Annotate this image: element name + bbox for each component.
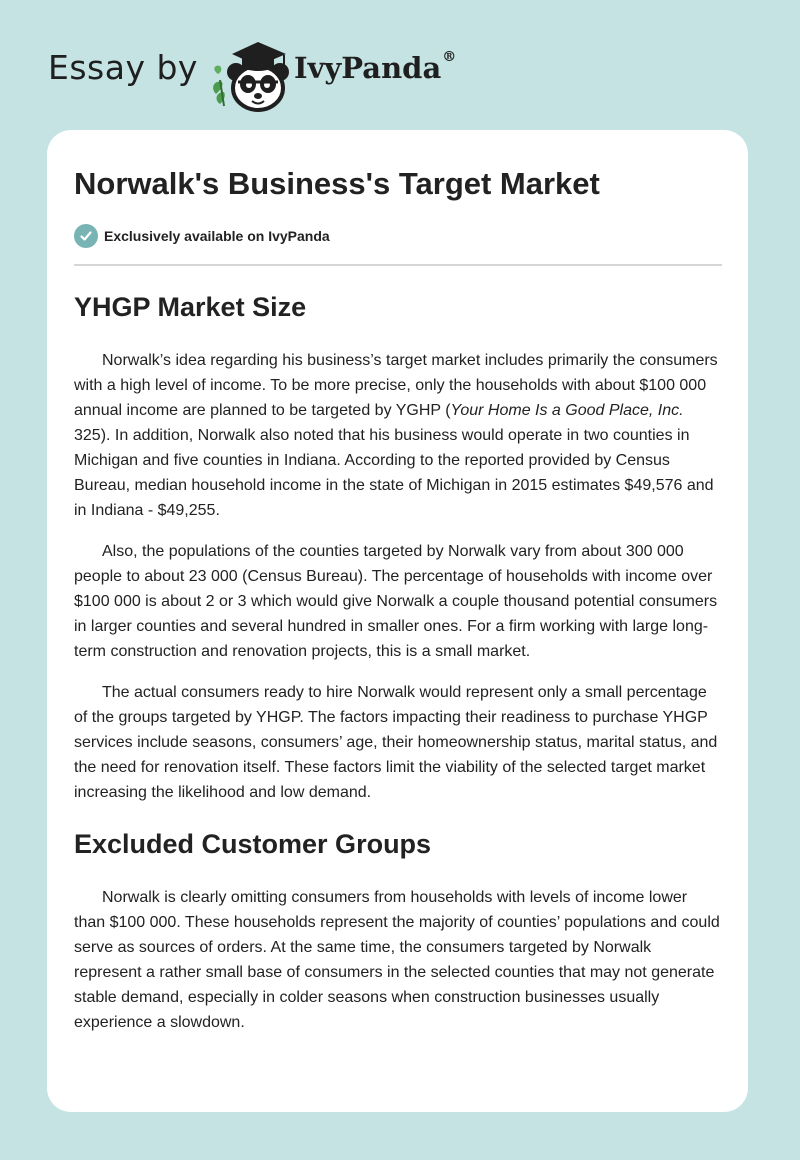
panda-logo-icon [202, 36, 294, 112]
citation-title: Your Home Is a Good Place, Inc. [450, 402, 684, 419]
exclusive-badge-label: Exclusively available on IvyPanda [104, 228, 330, 244]
paragraph: The actual consumers ready to hire Norwalk would represent only a small percentage of the groups targeted by YHGP. The factors impacting their readiness to purchase YHGP services include seasons, consumers’ age, their homeownership status, marital status, and the need for renovation itself. These factors limit the viability of the selected target market increasing the likelihood and low demand. [74, 684, 718, 801]
exclusive-badge [74, 222, 722, 250]
paragraph: Also, the populations of the counties targeted by Norwalk vary from about 300 000 people to about 23 000 (Census Bureau). The percentage of households with income over $100 000 is about 2 or 3 which would give Norwalk a couple thousand potential consumers in larger counties and several hundred in smaller ones. For a firm working with large long-term construction and renovation projects, this is a small market. [74, 543, 718, 660]
brand-name [294, 51, 456, 85]
title-divider [74, 264, 722, 266]
article-title: Norwalk's Business's Target Market [74, 166, 600, 201]
section-excluded-groups [74, 827, 722, 1035]
paragraph-text: 325). In addition, Norwalk also noted that his business would operate in two counties in Michigan and five counties in Indiana. According to the reported provided by Census Bureau, median household income in the state of Michigan in 2015 estimates $49,576 and in Indiana - $49,255. [74, 427, 714, 519]
article-card [47, 130, 748, 1112]
check-circle-icon [74, 224, 98, 248]
section-market-size [74, 290, 722, 805]
paragraph-text: Norwalk’s idea regarding his business’s target market includes primarily the consumers with a high level of income. To be more precise, only the households with about $100 000 annual income are planned to be targeted by YGHP ( [74, 352, 718, 419]
section-heading: YHGP Market Size [74, 292, 307, 322]
ivy-leaf-icon [213, 66, 225, 106]
essay-by-label: Essay by [48, 48, 198, 87]
registered-mark: ® [442, 49, 457, 65]
site-header-logo[interactable] [48, 36, 508, 112]
paragraph [74, 348, 722, 523]
paragraph: Norwalk is clearly omitting consumers from households with levels of income lower than $100 000. These households represent the majority of counties’ populations and could serve as sources of orders. At the same time, the consumers targeted by Norwalk represent a rather small base of consumers in the selected counties that may not generate stable demand, especially in colder seasons when construction businesses usually experience a slowdown. [74, 889, 720, 1031]
brand-name-text: IvyPanda [294, 51, 442, 85]
section-heading: Excluded Customer Groups [74, 829, 432, 859]
